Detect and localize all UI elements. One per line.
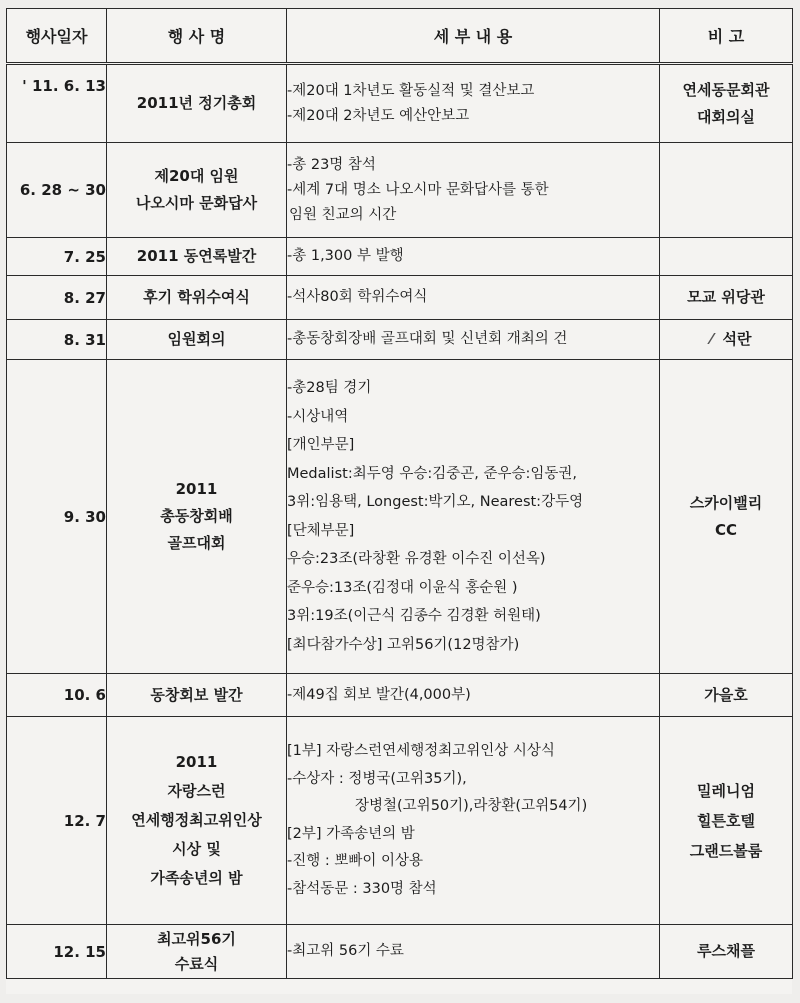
table-row [7, 925, 793, 979]
detail-line: 임원 친교의 시간 [289, 206, 397, 223]
event-details [287, 360, 660, 674]
event-name-line: 골프대회 [167, 534, 226, 552]
detail-line: -석사80회 학위수여식 [287, 289, 428, 305]
event-name [107, 276, 287, 320]
table-row [7, 276, 793, 320]
event-details [287, 238, 660, 276]
event-date: ' 11. 6. 13 [7, 64, 107, 143]
event-date: 10. 6 [7, 674, 107, 717]
event-name-line: 2011 동연록발간 [136, 247, 257, 265]
table-row [7, 360, 793, 674]
detail-line: -세계 7대 명소 나오시마 문화답사를 통한 [287, 181, 549, 198]
note-line: 힐튼호텔 [697, 811, 755, 830]
note-line: CC [714, 520, 738, 539]
event-details [287, 925, 660, 979]
event-name [107, 64, 287, 143]
event-name [107, 674, 287, 717]
event-date: 12. 7 [7, 717, 107, 925]
detail-line: [개인부문] [287, 437, 355, 453]
event-details [287, 717, 660, 925]
event-details [287, 143, 660, 238]
header-event-name: 행 사 명 [107, 9, 287, 64]
detail-line: -수상자 : 정병국(고위35기), [287, 770, 467, 787]
detail-line: 우승:23조(라창환 유경환 이수진 이선옥) [287, 551, 546, 567]
event-details [287, 320, 660, 360]
detail-line: 준우승:13조(김정대 이윤식 홍순원 ) [287, 579, 518, 596]
event-name-line: 수료식 [174, 954, 219, 973]
event-schedule-table [6, 8, 793, 979]
event-schedule-document [6, 8, 792, 994]
event-name [107, 360, 287, 674]
event-name-line: 2011년 정기총회 [136, 94, 257, 112]
table-row [7, 238, 793, 276]
table-row [7, 674, 793, 717]
note-line: 루스채플 [697, 942, 755, 960]
event-name-line: 동창회보 발간 [150, 685, 243, 704]
note-line: 대회의실 [697, 107, 755, 126]
detail-line: -제49집 회보 발간(4,000부) [287, 686, 471, 703]
detail-line: -총28팀 경기 [287, 380, 372, 396]
event-name-line: 나오시마 문화답사 [135, 194, 258, 212]
table-header-row [7, 9, 793, 64]
header-details: 세 부 내 용 [287, 9, 660, 64]
event-name [107, 717, 287, 925]
detail-line: -참석동문 : 330명 참석 [287, 880, 437, 897]
event-date: 12. 15 [7, 925, 107, 979]
detail-line: 3위:임용택, Longest:박기오, Nearest:강두영 [287, 494, 584, 510]
note-line [660, 326, 792, 353]
event-note [660, 674, 793, 717]
event-name-line: 제20대 임원 [154, 167, 239, 185]
table-row [7, 717, 793, 925]
event-date: 7. 25 [7, 238, 107, 276]
event-details [287, 64, 660, 143]
detail-line: -총동창회장배 골프대회 및 신년회 개최의 건 [287, 331, 568, 347]
event-name-line: 시상 및 [172, 840, 221, 858]
event-date: 9. 30 [7, 360, 107, 674]
note-line: 연세동문회관 [682, 80, 770, 99]
detail-line: [1부] 자랑스런연세행정최고위인상 시상식 [287, 743, 555, 759]
event-date: 6. 28 ~ 30 [7, 143, 107, 238]
detail-line: -총 1,300 부 발행 [287, 248, 404, 264]
detail-line: -진행 : 뽀빠이 이상용 [287, 853, 424, 869]
event-note [660, 64, 793, 143]
event-name-line: 총동창회배 [160, 507, 233, 525]
detail-line: 3위:19조(이근식 김종수 김경환 허원태) [287, 608, 541, 624]
note-text: 석란 [722, 330, 752, 348]
detail-line: 장병철(고위50기),라창환(고위54기) [355, 798, 588, 814]
detail-line: -총 23명 참석 [287, 156, 376, 173]
event-name [107, 143, 287, 238]
event-note [660, 925, 793, 979]
table-row [7, 64, 793, 143]
detail-line: -제20대 1차년도 활동실적 및 결산보고 [287, 82, 535, 99]
note-line: 스카이밸리 [689, 493, 763, 512]
event-note [660, 143, 793, 238]
event-note [660, 717, 793, 925]
event-details [287, 674, 660, 717]
header-note: 비 고 [660, 9, 793, 64]
check-mark-icon: ⁄ [710, 330, 713, 348]
note-line: 밀레니엄 [697, 781, 755, 800]
detail-line: Medalist:최두영 우승:김중곤, 준우승:임동권, [287, 465, 578, 482]
event-note [660, 238, 793, 276]
header-date: 행사일자 [7, 9, 107, 64]
detail-line: [단체부문] [287, 522, 355, 539]
event-name-line: 연세행정최고위인상 [131, 811, 262, 829]
event-date: 8. 27 [7, 276, 107, 320]
event-name [107, 925, 287, 979]
event-name-line: 2011 [175, 753, 218, 771]
event-note [660, 360, 793, 674]
event-name-line: 가족송년의 밤 [150, 869, 243, 887]
event-note [660, 320, 793, 360]
note-line: 모교 위당관 [687, 288, 765, 306]
event-date: 8. 31 [7, 320, 107, 360]
event-name [107, 238, 287, 276]
detail-line: -최고위 56기 수료 [287, 943, 404, 959]
detail-line: -제20대 2차년도 예산안보고 [287, 107, 470, 124]
event-name-line: 자랑스런 [167, 782, 226, 800]
table-row [7, 320, 793, 360]
note-line: 가을호 [704, 685, 748, 704]
detail-line: [2부] 가족송년의 밤 [287, 825, 415, 842]
event-name-line: 2011 [175, 480, 218, 498]
detail-line: -시상내역 [287, 408, 349, 425]
event-name-line: 임원회의 [167, 330, 226, 348]
event-note [660, 276, 793, 320]
event-name-line: 최고위56기 [157, 929, 236, 948]
event-details [287, 276, 660, 320]
table-row [7, 143, 793, 238]
detail-line: [최다참가수상] 고위56기(12명참가) [287, 636, 520, 653]
event-name [107, 320, 287, 360]
note-line: 그랜드볼룸 [689, 841, 763, 860]
event-name-line: 후기 학위수여식 [143, 288, 250, 306]
